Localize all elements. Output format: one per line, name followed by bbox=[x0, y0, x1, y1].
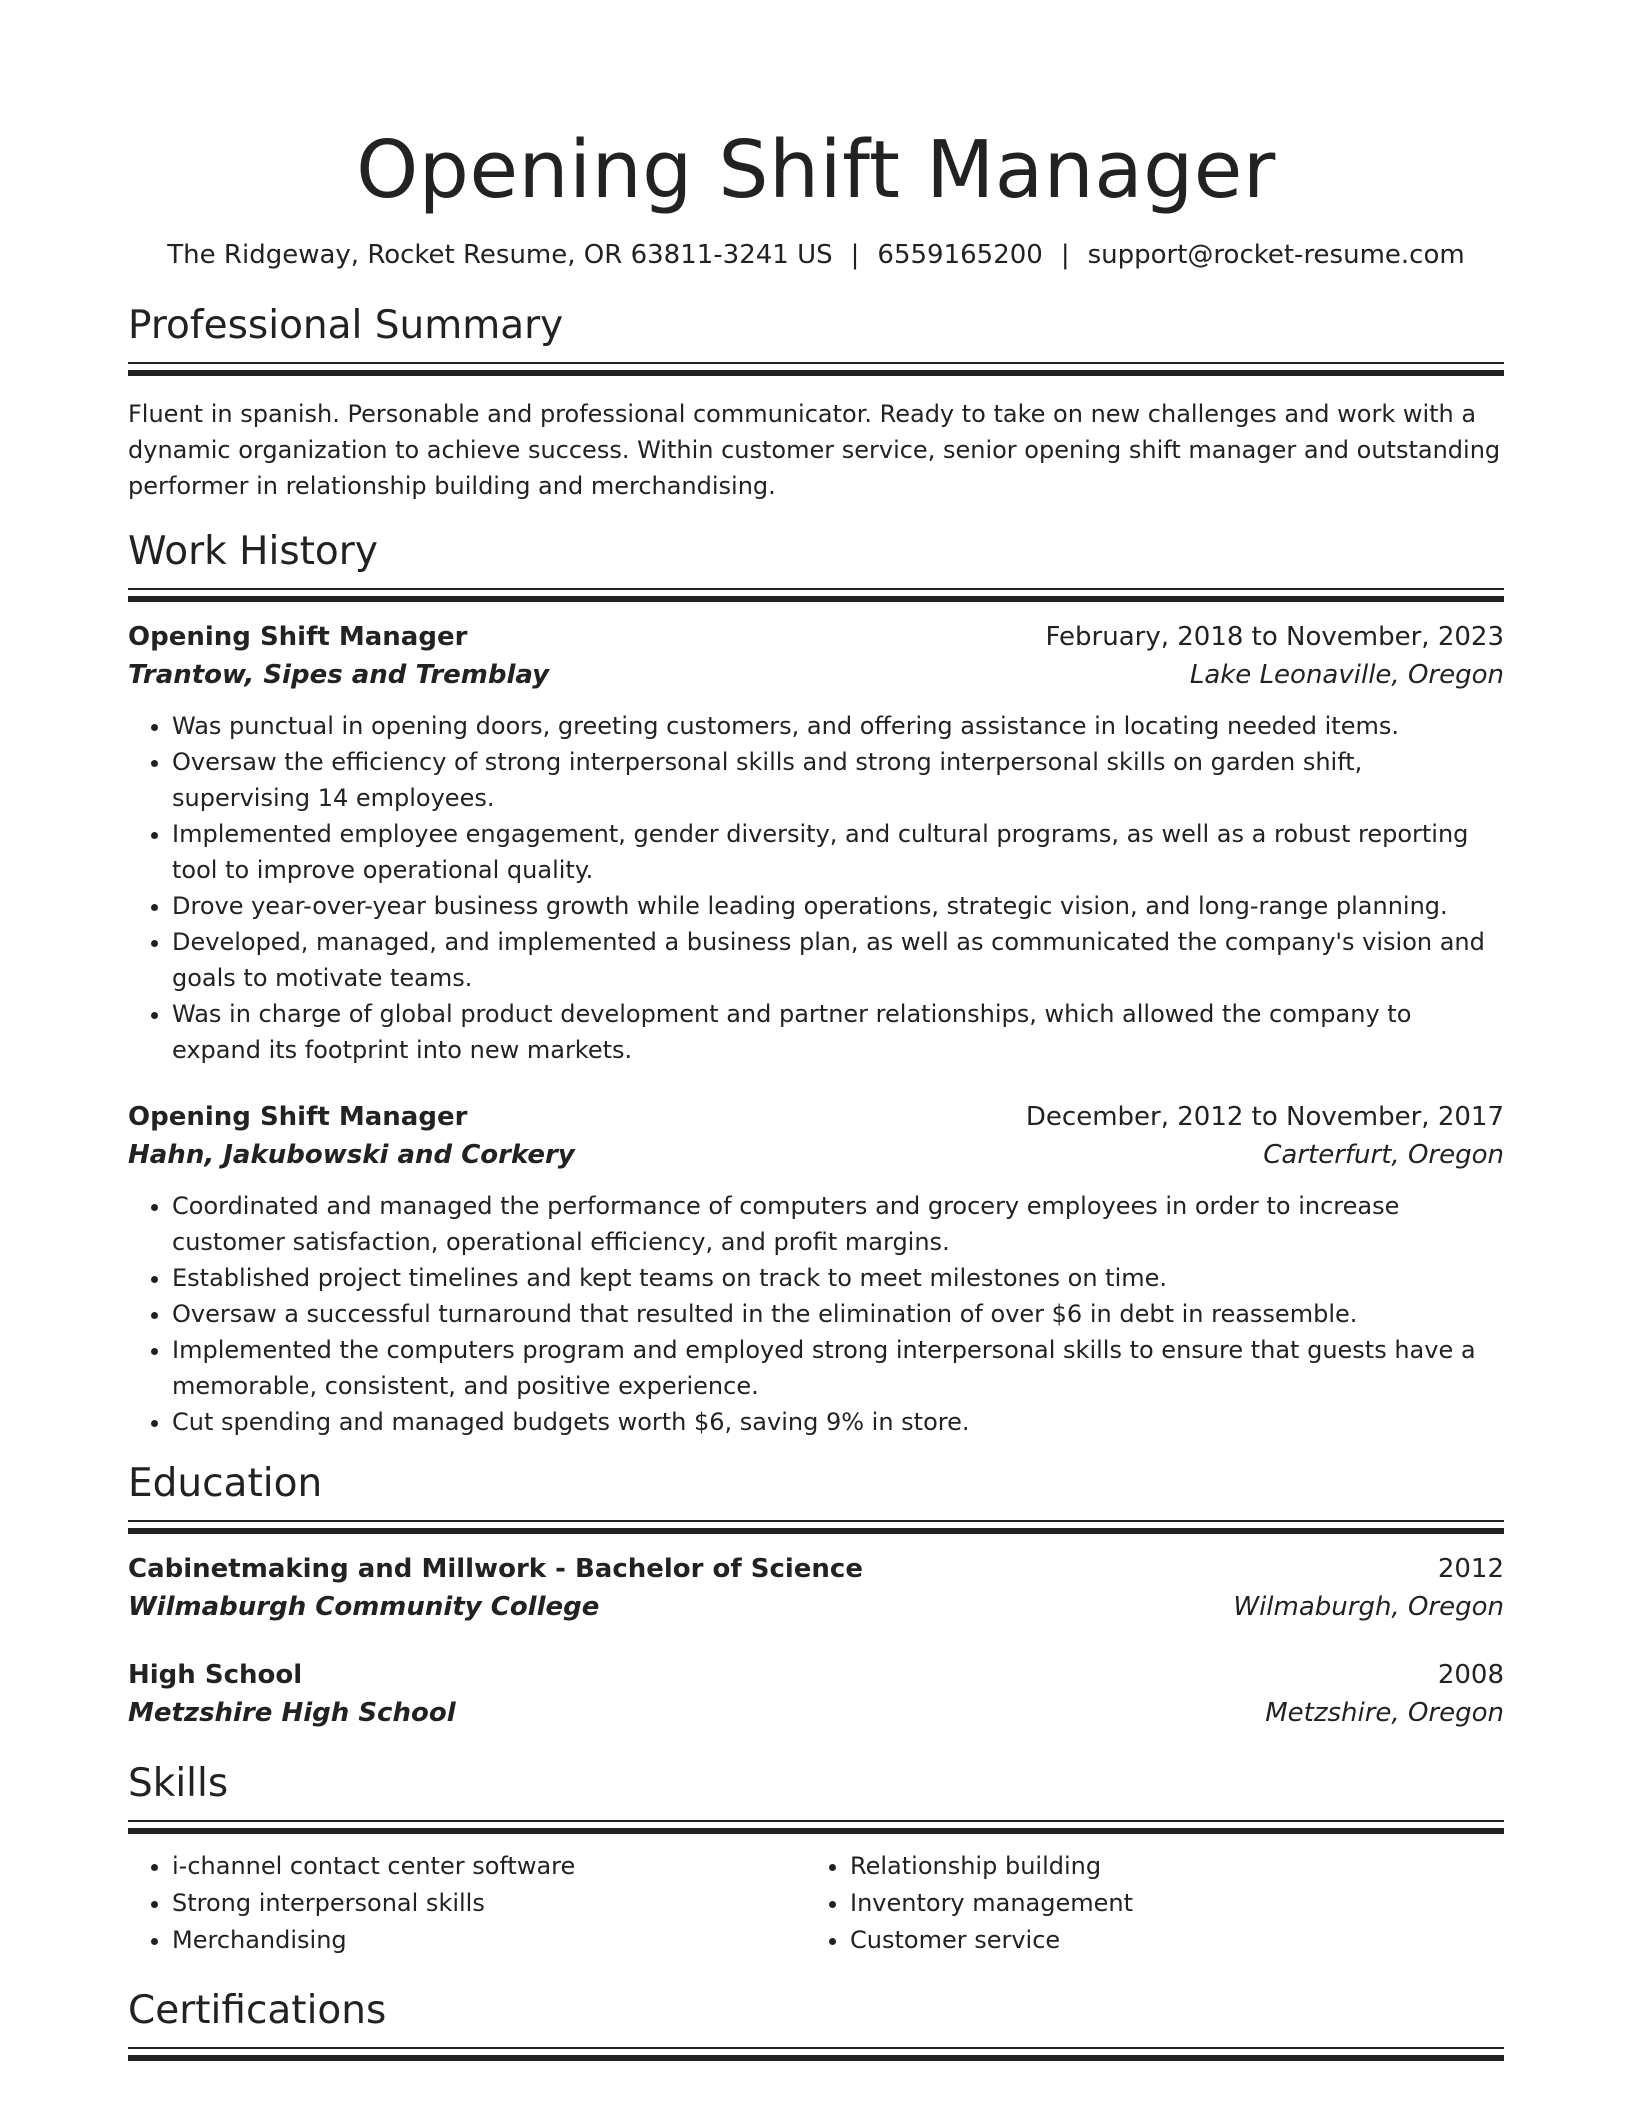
education-header-row bbox=[128, 1550, 1504, 1588]
job-company: Hahn, Jakubowski and Corkery bbox=[128, 1140, 575, 1170]
list-item: • Coordinated and managed the performance of computers and grocery employees in order to increase customer satisfaction, operational efficiency, and profit margins. bbox=[172, 1188, 1504, 1260]
candidate-name: Opening Shift Manager bbox=[356, 124, 1276, 216]
job-company: Trantow, Sipes and Tremblay bbox=[128, 660, 550, 690]
list-item: • Oversaw a successful turnaround that resulted in the elimination of over $6 in debt in reassemble. bbox=[172, 1296, 1504, 1332]
list-item: • Oversaw the efficiency of strong interpersonal skills and strong interpersonal skills on garden shift, supervising 14 employees. bbox=[172, 744, 1504, 816]
job-bullets bbox=[128, 708, 1504, 1068]
job-role: Opening Shift Manager bbox=[128, 1102, 468, 1132]
education-location: Wilmaburgh, Oregon bbox=[1233, 1592, 1504, 1622]
education-school: Wilmaburgh Community College bbox=[128, 1592, 600, 1622]
education-school: Metzshire High School bbox=[128, 1698, 456, 1728]
list-item: • Implemented the computers program and employed strong interpersonal skills to ensure that guests have a memorable, consistent, and positive experience. bbox=[172, 1332, 1504, 1404]
work-history-section bbox=[128, 528, 1504, 1440]
skill-item: • i-channel contact center software bbox=[172, 1848, 806, 1885]
section-title-summary: Professional Summary bbox=[128, 303, 564, 348]
education-section bbox=[128, 1460, 1504, 1732]
education-entry bbox=[128, 1550, 1504, 1626]
list-item: • Implemented employee engagement, gender diversity, and cultural programs, as well as a robust reporting tool to improve operational quality. bbox=[172, 816, 1504, 888]
skill-item: • Merchandising bbox=[172, 1922, 806, 1959]
job-dates: December, 2012 to November, 2017 bbox=[1025, 1102, 1504, 1132]
section-divider bbox=[128, 362, 1504, 376]
skill-item: • Strong interpersonal skills bbox=[172, 1885, 806, 1922]
education-degree: Cabinetmaking and Millwork - Bachelor of Science bbox=[128, 1554, 863, 1584]
education-year: 2008 bbox=[1437, 1660, 1504, 1690]
contact-line bbox=[128, 238, 1504, 272]
job-location: Carterfurt, Oregon bbox=[1263, 1140, 1504, 1170]
education-header-row bbox=[128, 1656, 1504, 1694]
job-entry bbox=[128, 1098, 1504, 1440]
education-entry bbox=[128, 1656, 1504, 1732]
job-location: Lake Leonaville, Oregon bbox=[1189, 660, 1504, 690]
list-item: • Was in charge of global product development and partner relationships, which allowed the company to expand its footprint into new markets. bbox=[172, 996, 1504, 1068]
section-title-education: Education bbox=[128, 1461, 323, 1506]
list-item: • Established project timelines and kept teams on track to meet milestones on time. bbox=[172, 1260, 1504, 1296]
list-item: • Was punctual in opening doors, greeting customers, and offering assistance in locating needed items. bbox=[172, 708, 1504, 744]
job-org-row bbox=[128, 1136, 1504, 1174]
job-header-row bbox=[128, 618, 1504, 656]
contact-separator: | bbox=[1060, 240, 1070, 270]
education-degree: High School bbox=[128, 1660, 303, 1690]
skill-item: • Relationship building bbox=[850, 1848, 1484, 1885]
skill-item: • Customer service bbox=[850, 1922, 1484, 1959]
summary-text: Fluent in spanish. Personable and professional communicator. Ready to take on new challenges and work with a dynamic organization to achieve success. Within customer service, senior opening shift manager and outstanding performer in relationship building and merchandising. bbox=[128, 400, 1501, 500]
section-title-certifications: Certifications bbox=[128, 1988, 387, 2033]
section-divider bbox=[128, 588, 1504, 602]
job-org-row bbox=[128, 656, 1504, 694]
section-title-work-history: Work History bbox=[128, 529, 378, 574]
list-item: • Cut spending and managed budgets worth $6, saving 9% in store. bbox=[172, 1404, 1504, 1440]
contact-separator: | bbox=[850, 240, 860, 270]
education-school-row bbox=[128, 1588, 1504, 1626]
summary-section bbox=[128, 302, 1504, 504]
education-year: 2012 bbox=[1437, 1554, 1504, 1584]
skills-section bbox=[128, 1760, 1504, 1959]
job-bullets bbox=[128, 1188, 1504, 1440]
list-item: • Developed, managed, and implemented a business plan, as well as communicated the company's vision and goals to motivate teams. bbox=[172, 924, 1504, 996]
contact-phone: 6559165200 bbox=[877, 240, 1043, 270]
section-divider bbox=[128, 1520, 1504, 1534]
section-divider bbox=[128, 2047, 1504, 2061]
job-dates: February, 2018 to November, 2023 bbox=[1045, 622, 1504, 652]
skills-column-right bbox=[806, 1848, 1484, 1959]
education-school-row bbox=[128, 1694, 1504, 1732]
section-title-skills: Skills bbox=[128, 1761, 229, 1806]
certifications-section bbox=[128, 1987, 1504, 2061]
list-item: • Drove year-over-year business growth while leading operations, strategic vision, and long-range planning. bbox=[172, 888, 1504, 924]
contact-address: The Ridgeway, Rocket Resume, OR 63811-3241 US bbox=[167, 240, 833, 270]
job-entry bbox=[128, 618, 1504, 1068]
skills-column-left bbox=[128, 1848, 806, 1959]
section-divider bbox=[128, 1820, 1504, 1834]
education-location: Metzshire, Oregon bbox=[1265, 1698, 1504, 1728]
skills-grid bbox=[128, 1848, 1504, 1959]
job-header-row bbox=[128, 1098, 1504, 1136]
job-role: Opening Shift Manager bbox=[128, 622, 468, 652]
contact-email[interactable]: support@rocket-resume.com bbox=[1087, 240, 1465, 270]
resume-page bbox=[128, 0, 1504, 2061]
skill-item: • Inventory management bbox=[850, 1885, 1484, 1922]
